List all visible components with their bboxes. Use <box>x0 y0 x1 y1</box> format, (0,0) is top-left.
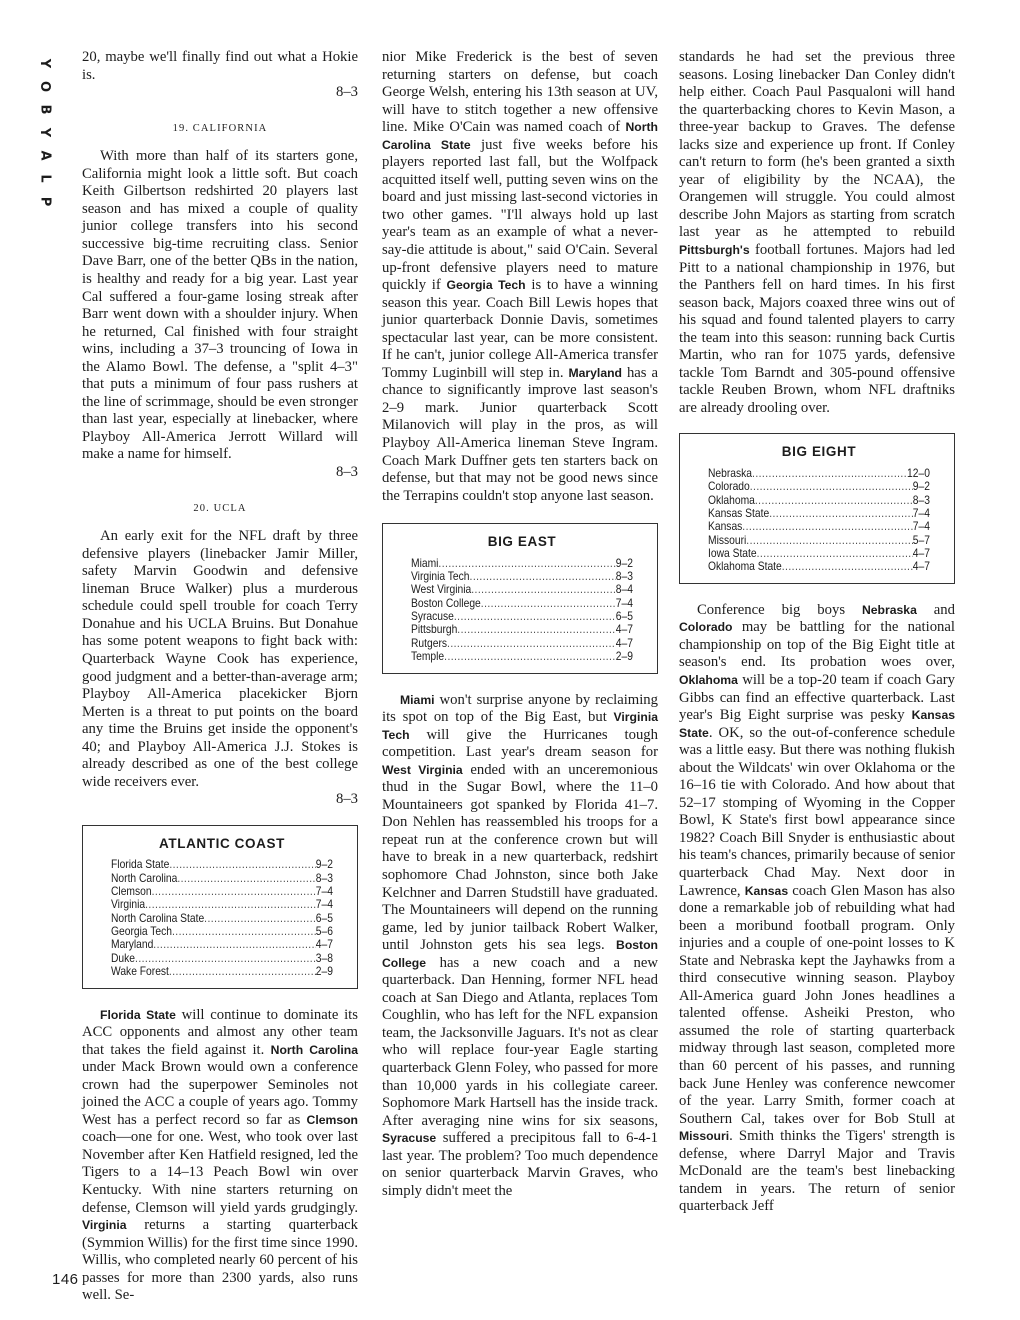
body-text: will give the Hurricanes tough competition. Last year's dream season for <box>382 726 658 761</box>
standings-row <box>708 480 930 493</box>
dot-leader <box>454 610 616 623</box>
standings-record: 3–8 <box>315 951 333 965</box>
team-name: Kansas State <box>679 708 955 740</box>
standings-team: Oklahoma <box>708 493 755 507</box>
standings-record: 8–3 <box>912 493 930 507</box>
body-paragraph: An early exit for the NFL draft by three defensive players (linebacker Jamir Miller, safety Marvin Goodwin and defensive lineman Bruce Walker) plus a murderous schedule could spell trouble for coach Terry Donahue and his UCLA Bruins. But Donahue has some potent weapons to fight back with: Quarterback Wayne Cook has experience, good judgment and a better-than-average arm; Playboy All-America placekicker Bjorn Merten is a threat to put points on the board any time the Bruins get inside the opponent's 40; and Playboy All-America J.J. Stokes is already described as one of the best college wide receivers ever. <box>82 528 358 790</box>
standings-team: Virginia <box>111 898 146 912</box>
body-text: will be a top-20 team if coach Gary Gibbs can find an effective quarterback. Last year's Big Eight surprise was pesky <box>679 671 955 724</box>
standings-row <box>411 570 633 583</box>
standings-box-title: ATLANTIC COAST <box>159 835 285 851</box>
team-name: North Carolina State <box>382 120 658 152</box>
standings-record: 4–7 <box>615 623 633 637</box>
column-right <box>679 49 955 1216</box>
dot-leader <box>757 547 913 560</box>
dot-leader <box>444 650 616 663</box>
standings-record: 4–7 <box>912 547 930 561</box>
dot-leader <box>145 898 316 911</box>
team-name: Georgia Tech <box>446 278 526 293</box>
standings-record: 6–5 <box>315 911 333 925</box>
standings-team: Syracuse <box>411 610 454 624</box>
standings-team: Rutgers <box>411 636 448 650</box>
dot-leader <box>172 925 316 938</box>
standings-row <box>111 885 333 898</box>
section-heading: 20. UCLA <box>193 502 247 514</box>
standings-row <box>111 925 333 938</box>
body-text: ended with an unceremonious thud in the Sugar Bowl, where the 11–0 Mountaineers got spanked by Florida 41–7. Don Nehlen has reassembled his troops for a repeat run at the conference crown but will have to break in a new quarterback, redshirt sophomore Chad Johnston, since both Jake Kelchner and Darren Studstill have graduated. The Mountaineers will depend on the running game, led by junior tailback Robert Walker, until Johnston gets his sea legs. <box>382 761 658 954</box>
standings-team: Nebraska <box>708 467 753 481</box>
standings-row <box>708 560 930 573</box>
standings-row <box>708 520 930 533</box>
dot-leader <box>769 507 913 520</box>
sidebar-letter: B <box>37 104 53 115</box>
body-text: just five weeks before his players reported last fall, but the Wolfpack acquitted itself well, putting seven wins on the board and just missing last-second victories in two other games. "I'll always hold up last year's team as an example of what a never-say-die attitude is about," said O'Cain. Several up-front defensive players need to mature quickly if <box>382 136 658 294</box>
team-name: Syracuse <box>382 1131 437 1146</box>
standings-record: 6–5 <box>615 610 633 624</box>
standings-team: Missouri <box>708 533 747 547</box>
dot-leader <box>481 597 616 610</box>
standings-row <box>411 583 633 596</box>
body-paragraph <box>679 49 955 417</box>
dot-leader <box>782 560 913 573</box>
standings-record: 9–2 <box>615 556 633 570</box>
standings-row <box>111 965 333 978</box>
standings-record: 7–4 <box>315 898 333 912</box>
dot-leader <box>177 872 315 885</box>
body-text: suffered a precipitous fall to 6-4-1 last year. The problem? Too much dependence on senior quarterback Marvin Graves, who simply didn't meet the <box>382 1130 658 1199</box>
team-name: Nebraska <box>861 602 917 617</box>
standings-team: Wake Forest <box>111 965 169 979</box>
standings-record: 8–4 <box>615 583 633 597</box>
standings-row <box>411 557 633 570</box>
standings-record: 4–7 <box>912 560 930 574</box>
standings-team: Kansas State <box>708 507 770 521</box>
standings-record: 7–4 <box>315 885 333 899</box>
team-name: Virginia <box>82 1218 127 1233</box>
body-text: . OK, so the out-of-conference schedule was a little easy. But there was nothing flukish about the Wildcats' win over Oklahoma or the 16–16 tie with Colorado. And how about that 52–17 stomping of Wyoming in the Copper Bowl, K State's first bowl appearance since 1982? Coach Bill Snyder is enthusiastic about his team's chances, primarily because of senior quarterback Chad May. Next door in Lawrence, <box>679 724 955 899</box>
team-name: Florida State <box>100 1007 176 1022</box>
team-name: Miami <box>400 692 435 707</box>
dot-leader <box>470 570 616 583</box>
team-name: West Virginia <box>382 762 463 777</box>
standings-row <box>111 938 333 951</box>
standings-team: Florida State <box>111 858 170 872</box>
standings-list <box>708 467 930 574</box>
prediction-record: 8–3 <box>335 84 358 101</box>
body-text: returns a starting quarterback (Symmion Willis) for the first time since 1990. Willis, who completed nearly 60 percent of his passes for more than 2300 yards, also runs well. Se- <box>82 1217 358 1304</box>
dot-leader <box>153 938 315 951</box>
body-text: is to have a winning season this year. Coach Bill Lewis hopes that junior quarterback Donnie Davis, sometimes spectacular last year, can be more consistent. If he can't, junior college All-America transfer Tommy Luginbill will step in. <box>382 277 659 381</box>
standings-row <box>111 898 333 911</box>
standings-row <box>708 467 930 480</box>
body-text: under Mack Brown would own a conference crown had the superpower Seminoles not joined the ACC a couple of years ago. Tommy West has a perfect record so far as <box>82 1059 358 1128</box>
standings-record: 12–0 <box>907 467 930 481</box>
dot-leader <box>135 952 316 965</box>
standings-team: Oklahoma State <box>708 560 782 574</box>
standings-team: North Carolina State <box>111 911 205 925</box>
standings-list <box>411 557 633 664</box>
dot-leader <box>152 885 316 898</box>
standings-row <box>708 534 930 547</box>
section-heading: 19. CALIFORNIA <box>172 122 268 134</box>
team-name: Missouri <box>679 1129 730 1144</box>
standings-row <box>411 597 633 610</box>
standings-row <box>708 547 930 560</box>
standings-row <box>111 872 333 885</box>
standings-team: Georgia Tech <box>111 925 172 939</box>
team-name: Boston College <box>382 938 658 970</box>
body-text: has a new coach and a new quarterback. Dan Henning, former NFL head coach at San Diego and Atlanta, replaces Tom Coughlin, who has left for the NFL expansion team, the Jacksonville Jaguars. It's not as clear who will replace four-year Eagle starting quarterback Glenn Foley, who passed for more than 10,000 yards in his collegiate career. Sophomore Mark Hartsell has the inside track. After averaging nine wins for six seasons, <box>382 954 658 1129</box>
body-text: Conference big boys <box>697 601 862 618</box>
body-text: has a chance to significantly improve last season's 2–9 mark. Junior quarterback Scott Milanovich will play in the pros, as will Playboy All-America lineman Steve Ingram. Coach Mark Duffner gets ten starters back on defense, but that may not be good news since the Terrapins couldn't stop anyone last season. <box>382 364 658 504</box>
standings-team: Duke <box>111 951 136 965</box>
team-name: Virginia Tech <box>382 710 658 742</box>
standings-row <box>111 912 333 925</box>
body-paragraph <box>82 1007 358 1305</box>
standings-team: North Carolina <box>111 871 178 885</box>
body-text: coach—one for one. West, who took over last November after Ken Hatfield resigned, led the Tigers to a 14–13 Peach Bowl win over Kentucky. With nine starters returning on defense, Clemson will yield yards grudgingly. <box>82 1129 358 1216</box>
column-middle <box>382 49 658 1200</box>
standings-row <box>411 623 633 636</box>
team-name: Clemson <box>306 1112 358 1127</box>
dot-leader <box>169 858 315 871</box>
body-paragraph <box>679 602 955 1216</box>
body-text: and <box>916 601 955 618</box>
standings-record: 7–4 <box>912 520 930 534</box>
magazine-sidebar-label <box>34 52 56 213</box>
body-paragraph: With more than half of its starters gone, California might look a little soft. But coach Keith Gilbertson redshirted 20 players last season and has mixed a couple of quality junior college transfers into his second successive big-time recruiting class. Senior Dave Barr, one of the better QBs in the nation, is healthy and ready for a big year. Last year Cal suffered a four-game losing streak after Barr went down with a shoulder injury. When he returned, Cal finished with four straight wins, including a 37–3 trouncing of Iowa in the Alamo Bowl. The defense, a "split 4–3" that puts a minimum of four pass rushers at the line of scrimmage, should be even stronger than last year, especially at linebacker, where Playboy All-America Jerrott Willard will make a name for himself. <box>82 148 358 463</box>
page-number: 146 <box>52 1271 79 1288</box>
dot-leader <box>447 637 616 650</box>
dot-leader <box>742 520 912 533</box>
team-name: North Carolina <box>270 1042 359 1057</box>
dot-leader <box>438 557 615 570</box>
standings-record: 7–4 <box>615 596 633 610</box>
standings-row <box>111 952 333 965</box>
body-text: coach Glen Mason has also done a remarkable job of rebuilding what had been a moribund football program. Only injuries and a couple of one-point losses to K State and Nebraska kept the Jayhawks from a third consecutive winning season. Playboy All-America guard John Jones headlines a talented offense. Asheiki Preston, who assumed the role of starting quarterback midway through last season, completed more than 60 percent of his passes, and running back June Henley was conference newcomer of the year. Larry Smith, former coach at Southern Cal, takes over for Bob Stull at <box>679 882 956 1127</box>
body-text: will continue to dominate its ACC opponents and almost any other team that takes the field against it. <box>82 1006 358 1058</box>
standings-team: Temple <box>411 650 445 664</box>
body-text: may be battling for the national championship on top of the Big Eight title at season's end. Its probation woes over, <box>679 619 955 671</box>
standings-record: 2–9 <box>315 965 333 979</box>
standings-row <box>411 650 633 663</box>
standings-team: Iowa State <box>708 547 757 561</box>
dot-leader <box>457 623 615 636</box>
column-left <box>82 49 358 1305</box>
body-text: won't surprise anyone by reclaiming its spot on top of the Big East, but <box>382 691 658 726</box>
standings-team: Miami <box>411 556 439 570</box>
dot-leader <box>471 583 616 596</box>
standings-row <box>111 858 333 871</box>
dot-leader <box>746 534 912 547</box>
standings-team: West Virginia <box>411 583 472 597</box>
standings-record: 7–4 <box>912 507 930 521</box>
standings-team: Boston College <box>411 596 481 610</box>
standings-team: Maryland <box>111 938 154 952</box>
sidebar-letter: A <box>37 150 53 161</box>
standings-record: 5–6 <box>315 925 333 939</box>
sidebar-letter: L <box>37 174 53 183</box>
team-name: Maryland <box>568 365 622 380</box>
body-text: nior Mike Frederick is the best of seven returning starters on defense, but coach George Welsh, entering his 13th season at UV, will have to stitch together a new offensive line. Mike O'Cain was named coach of <box>382 49 658 136</box>
standings-box-title: BIG EAST <box>487 534 557 550</box>
body-paragraph <box>382 49 658 505</box>
dot-leader <box>755 494 913 507</box>
standings-box-title: BIG EIGHT <box>781 444 857 460</box>
standings-team: Virginia Tech <box>411 570 470 584</box>
team-name: Pittsburgh's <box>679 243 750 258</box>
standings-row <box>708 507 930 520</box>
sidebar-letter: Y <box>37 58 53 69</box>
standings-row <box>411 610 633 623</box>
team-name: Kansas <box>744 883 789 898</box>
standings-record: 9–2 <box>315 858 333 872</box>
sidebar-letter: Y <box>37 127 53 138</box>
dot-leader <box>204 912 316 925</box>
dot-leader <box>169 965 316 978</box>
standings-box-big-east <box>382 523 658 673</box>
standings-team: Pittsburgh <box>411 623 458 637</box>
standings-record: 4–7 <box>615 636 633 650</box>
team-name: Oklahoma <box>679 672 738 687</box>
standings-record: 5–7 <box>912 533 930 547</box>
standings-record: 8–3 <box>315 871 333 885</box>
dot-leader <box>750 480 913 493</box>
continued-paragraph: 20, maybe we'll finally find out what a Hokie is. <box>82 49 358 83</box>
standings-box-atlantic-coast <box>82 825 358 989</box>
body-text: standards he had set the previous three seasons. Losing linebacker Dan Conley didn't help either. Coach Paul Pasqualoni will hand the quarterbacking chores to Kevin Mason, a three-year backup to Graves. The defense lacks size and experience up front. If Conley can't return to form (he's been granted a sixth year of eligibility by the NCAA), the Orangemen will struggle. You could almost describe John Majors as starting from scratch last year as he attempted to rebuild <box>679 49 955 241</box>
standings-list <box>111 858 333 978</box>
standings-record: 4–7 <box>315 938 333 952</box>
standings-record: 9–2 <box>912 480 930 494</box>
sidebar-letter: O <box>37 80 53 93</box>
dot-leader <box>752 467 907 480</box>
standings-row <box>411 637 633 650</box>
prediction-record: 8–3 <box>335 464 358 481</box>
body-paragraph <box>382 692 658 1201</box>
standings-row <box>708 494 930 507</box>
prediction-record: 8–3 <box>335 791 358 808</box>
standings-team: Colorado <box>708 480 750 494</box>
standings-team: Clemson <box>111 885 152 899</box>
standings-team: Kansas <box>708 520 743 534</box>
standings-record: 8–3 <box>615 570 633 584</box>
standings-box-big-eight <box>679 433 955 583</box>
team-name: Colorado <box>679 620 733 635</box>
body-text: football fortunes. Majors had led Pitt to a national championship in 1976, but the Panthers fell on hard times. In his first season back, Majors coaxed three wins out of his squad and found talented players to carry the team into this season: running back Curtis Martin, who ran for 1075 yards, defensive tackle Tom Barndt and 305-pound offensive tackle Reuben Brown, whom NFL draftniks are already drooling over. <box>679 242 955 416</box>
sidebar-letter: P <box>37 196 53 207</box>
standings-record: 2–9 <box>615 650 633 664</box>
body-text: . Smith thinks the Tigers' strength is defense, where Darryl Major and Travis McDonald are the team's best linebacking tandem in years. The return of senior quarterback Jeff <box>679 1128 955 1215</box>
